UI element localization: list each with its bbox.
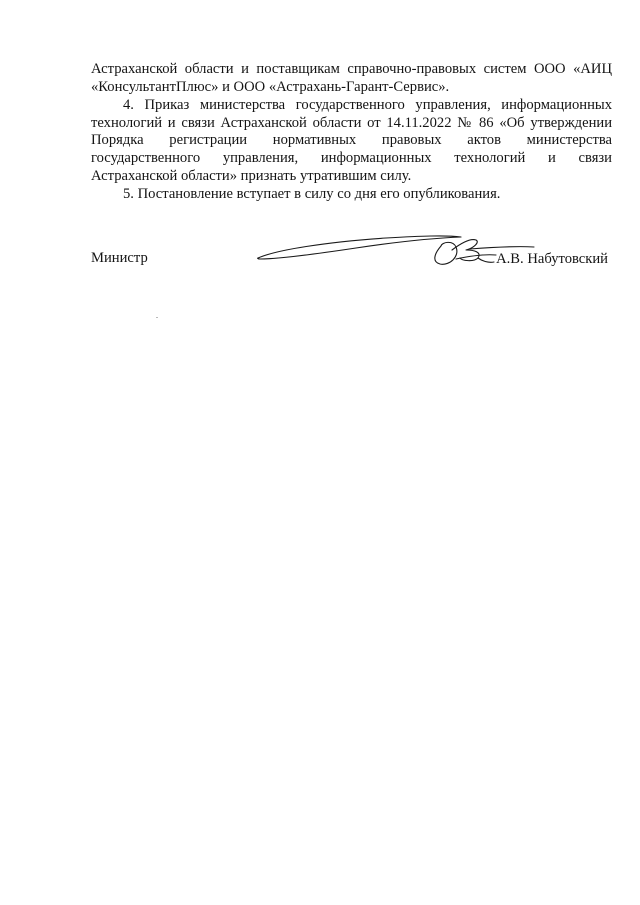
signatory-position: Министр — [91, 250, 148, 266]
paragraph-continuation — [91, 61, 612, 96]
text-line: Порядка регистрации нормативных правовых актов министерства — [91, 132, 612, 149]
signature-block — [91, 250, 612, 270]
text-line: «КонсультантПлюс» и ООО «Астрахань-Гарант-Сервис». — [91, 78, 450, 95]
text-line: 5. Постановление вступает в силу со дня его опубликования. — [123, 186, 501, 203]
document-body — [91, 61, 612, 204]
text-line: 4. Приказ министерства государственного управления, информационных — [123, 97, 612, 114]
paragraph-5 — [91, 186, 612, 204]
text-line: Астраханской области» признать утратившим силу. — [91, 167, 412, 184]
scan-speck — [156, 317, 158, 318]
text-line: технологий и связи Астраханской области от 14.11.2022 № 86 «Об утверждении — [91, 114, 612, 131]
paragraph-4 — [91, 97, 612, 185]
text-line: государственного управления, информационных технологий и связи — [91, 149, 612, 166]
signatory-name: А.В. Набутовский — [496, 251, 608, 267]
text-line: Астраханской области и поставщикам справочно-правовых систем ООО «АИЦ — [91, 61, 612, 77]
